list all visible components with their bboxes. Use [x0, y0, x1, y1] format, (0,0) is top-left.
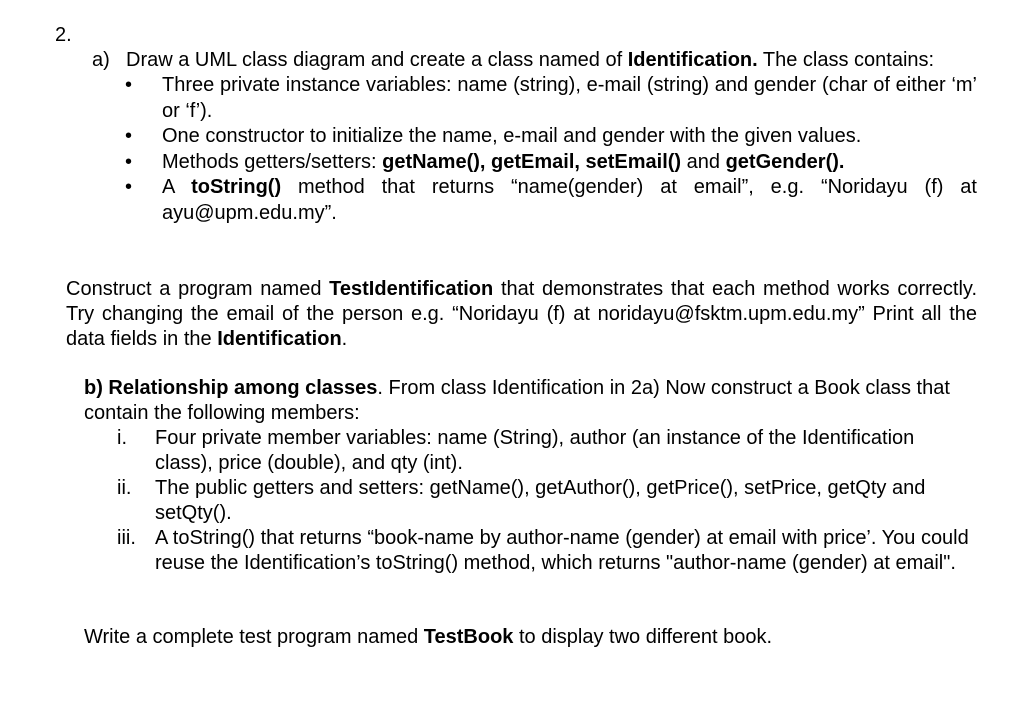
bullet-text: method that returns “name(gender) at email”, e.g. “Noridayu (f) at ayu@upm.edu.my”.	[162, 176, 977, 224]
bullet-item: • Three private instance variables: name (string), e-mail (string) and gender (char of either ‘m’ or ‘f’).	[162, 73, 977, 124]
part-b	[84, 376, 977, 576]
part-b-intro-text: . From class Identification in 2a) Now construct a Book class that contain the following members:	[84, 377, 950, 424]
paragraph-text: .	[341, 328, 348, 350]
program-name-testbook: TestBook	[423, 626, 514, 648]
part-a	[92, 48, 977, 226]
final-instruction	[84, 625, 772, 650]
final-text-end: to display two different book.	[513, 626, 773, 648]
bullet-item: • One constructor to initialize the name, e-mail and gender with the given values.	[162, 124, 977, 150]
question-number: 2.	[55, 24, 72, 46]
class-name: Identification	[217, 328, 342, 350]
part-b-heading: b) Relationship among classes	[84, 377, 378, 399]
item-text: Four private member variables: name (String), author (an instance of the Identification class), price (double), and qty (int).	[155, 427, 915, 474]
paragraph-text: that demonstrates that each method works correctly. Try changing the email of the person e.g. “Noridayu (f) at noridayu@fsktm.upm.edu.my” Print all the data fields in the	[66, 278, 978, 350]
bullet-text: A	[162, 176, 192, 198]
item-label: i.	[117, 427, 127, 449]
part-a-intro	[92, 48, 977, 73]
item-text: The public getters and setters: getName(), getAuthor(), getPrice(), setPrice, getQty and setQty().	[155, 477, 926, 524]
item-text: A toString() that returns “book-name by author-name (gender) at email with price’. You could reuse the Identification’s toString() method, which returns "author-name (gender) at email".	[155, 527, 969, 574]
method-name: getGender().	[725, 150, 845, 173]
method-name: toString()	[191, 176, 282, 198]
list-item	[117, 526, 977, 576]
program-name: TestIdentification	[329, 278, 494, 300]
part-a-intro-text	[126, 48, 977, 73]
book-members-list	[84, 426, 977, 576]
intro-text-end: The class contains:	[757, 49, 935, 71]
part-a-label: a)	[92, 49, 110, 71]
bullet-text: Methods getters/setters:	[162, 150, 383, 173]
class-name-identification: Identification.	[627, 49, 758, 71]
paragraph-text: Construct a program named	[66, 278, 330, 300]
part-b-intro	[84, 376, 977, 426]
bullet-item	[162, 150, 977, 176]
item-label: iii.	[117, 527, 136, 549]
bullet-text: and	[681, 150, 726, 173]
list-item	[117, 476, 977, 526]
item-label: ii.	[117, 477, 132, 499]
method-names: getName(), getEmail, setEmail()	[382, 150, 682, 173]
list-item	[117, 426, 977, 476]
bullet-item	[162, 175, 977, 226]
final-text: Write a complete test program named	[84, 626, 424, 648]
construct-paragraph	[66, 277, 977, 352]
requirements-list	[92, 73, 977, 226]
intro-text: Draw a UML class diagram and create a class named of	[126, 49, 628, 71]
